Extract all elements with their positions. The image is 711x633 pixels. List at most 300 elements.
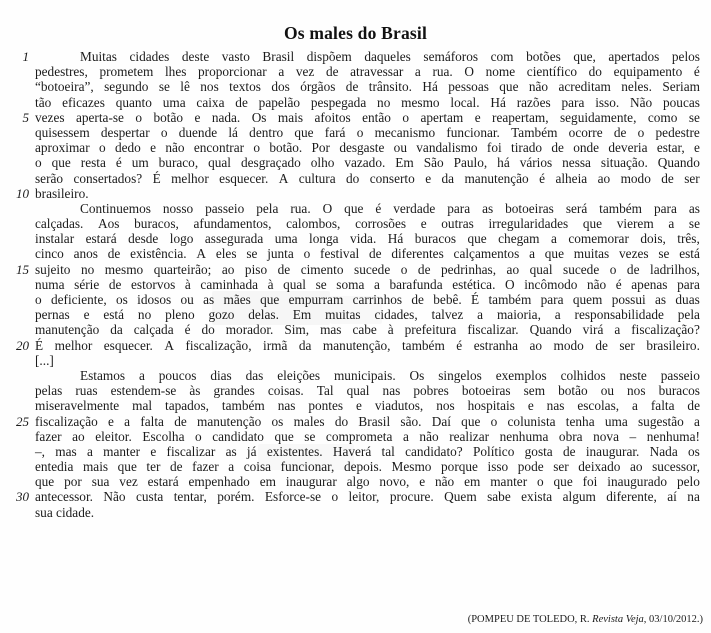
text-line — [0, 246, 711, 261]
word: comemorar — [568, 231, 629, 247]
word: que, — [573, 49, 596, 64]
word: diferente, — [606, 489, 657, 505]
source-attribution — [0, 613, 703, 627]
word: serão — [35, 170, 64, 186]
word: as — [225, 443, 237, 459]
word: foi — [486, 140, 502, 156]
word: sem — [523, 383, 546, 399]
word: neste — [619, 367, 647, 383]
text-line — [0, 383, 711, 398]
word: daqueles — [364, 49, 411, 64]
word: sucede — [563, 261, 600, 277]
word: modo — [620, 170, 651, 186]
word: ser — [553, 459, 569, 475]
word: coisa — [243, 459, 272, 475]
word: inaugurar. — [585, 443, 640, 459]
word: resta — [80, 155, 106, 171]
word: porque — [441, 459, 478, 475]
word: candidato? — [405, 443, 463, 459]
word: funcionar. — [446, 124, 500, 140]
word: e — [420, 216, 427, 232]
word: que — [260, 292, 280, 307]
word: tenha — [565, 413, 595, 429]
word: de — [170, 459, 183, 475]
word: deficiente, — [50, 292, 107, 307]
word: também — [488, 292, 532, 307]
word: Haverá — [332, 443, 372, 459]
word: pelas — [35, 383, 63, 399]
word: piso — [244, 261, 268, 277]
word: e — [150, 443, 157, 459]
word: Tal — [316, 383, 334, 399]
word: colunista — [507, 413, 556, 429]
word: isso. — [595, 94, 620, 110]
word: manter — [490, 474, 528, 490]
word: nas — [546, 398, 565, 414]
word: a — [668, 216, 675, 232]
word: sujeito — [35, 261, 71, 277]
word: porém. — [217, 489, 255, 505]
word: as — [482, 200, 494, 216]
word: as — [203, 292, 215, 307]
word: razões — [516, 94, 551, 110]
word: mais — [82, 459, 109, 475]
word: à — [184, 276, 191, 292]
word: série — [74, 276, 100, 292]
word: Paulo, — [453, 155, 488, 171]
word: empurram — [288, 292, 344, 307]
line-number: 25 — [16, 413, 29, 429]
word: fazer — [35, 428, 62, 444]
word: apenas — [631, 276, 668, 292]
word: nenhuma! — [646, 428, 700, 444]
word: da — [110, 322, 123, 338]
word: consertados? — [73, 170, 143, 186]
word: mesmo — [104, 261, 144, 277]
word: seguidamente, — [559, 109, 637, 125]
word: vários — [519, 155, 553, 171]
word: cinco — [35, 246, 64, 262]
word: de — [551, 140, 564, 156]
word: de — [411, 292, 424, 307]
word: Não — [630, 94, 653, 110]
word: irregularidades — [488, 216, 569, 232]
word: a — [529, 246, 535, 262]
word: o — [160, 124, 168, 140]
word: duende — [178, 124, 218, 140]
word: Mesmo — [391, 459, 432, 475]
word: quem — [572, 292, 603, 307]
word: fiscalização, — [185, 337, 252, 353]
word: ser — [619, 337, 635, 353]
word: O — [322, 200, 333, 216]
word: sucessor, — [652, 459, 700, 475]
word: pedestre — [655, 124, 700, 140]
word: se — [688, 216, 700, 232]
word: conserto — [369, 170, 415, 186]
word: rua. — [432, 64, 453, 80]
word: manutenção — [197, 413, 262, 429]
document-title: Os males do Brasil — [283, 22, 428, 43]
word: de — [107, 246, 121, 262]
word: a — [373, 276, 380, 292]
word: sabe — [487, 489, 511, 505]
word: e — [150, 140, 157, 156]
word: logo — [169, 231, 194, 247]
attribution-prefix: (POMPEU DE TOLEDO, R. — [467, 614, 593, 625]
word: Os — [251, 109, 267, 125]
word: em — [259, 474, 276, 490]
word: o — [356, 124, 364, 140]
word: atravessar — [350, 64, 404, 80]
word: papelão — [258, 94, 301, 110]
word: coisas. — [267, 383, 304, 399]
line-text — [35, 322, 700, 337]
line-number: 15 — [16, 261, 29, 277]
word: hospitais — [467, 398, 515, 414]
word: novo, — [379, 474, 410, 490]
word: chegam — [498, 231, 540, 247]
word: os — [688, 443, 700, 459]
word: que — [294, 124, 314, 140]
word: e — [83, 307, 90, 323]
word: mães — [223, 292, 251, 307]
line-text — [35, 353, 700, 368]
word: botão — [153, 109, 184, 125]
line-text — [35, 231, 700, 246]
text-line — [0, 307, 711, 322]
word: lá — [228, 124, 238, 140]
word: sua — [91, 474, 110, 490]
word: dedo — [114, 140, 141, 156]
word: sugestão — [638, 413, 684, 429]
word: fiscalização? — [631, 322, 700, 338]
word: científico — [526, 64, 578, 80]
text-line — [0, 171, 711, 186]
word: a — [632, 398, 638, 414]
word: deste — [181, 49, 210, 64]
document-body — [0, 49, 711, 520]
word: foi — [582, 474, 598, 490]
word: quisessem — [35, 124, 90, 140]
word: lhes — [164, 64, 187, 80]
text-line — [0, 505, 711, 520]
word: manutenção — [464, 170, 529, 186]
word: trânsito. — [368, 79, 412, 95]
word: Sim, — [284, 322, 310, 338]
word: as — [655, 292, 667, 307]
word: mas — [55, 443, 77, 459]
word: eleições — [277, 367, 321, 383]
text-line — [0, 110, 711, 125]
word: aperta-se — [75, 109, 124, 125]
word: deveria — [608, 140, 648, 156]
word: sucede — [354, 261, 391, 277]
word: mais — [277, 109, 304, 125]
word: nos — [627, 383, 646, 399]
word: se — [246, 246, 258, 262]
word: estranha — [473, 337, 518, 353]
word: se — [688, 109, 700, 125]
word: estética. — [452, 276, 496, 292]
word: os — [116, 292, 128, 307]
word: ocorre — [568, 124, 603, 140]
word: à — [387, 322, 394, 338]
word: Há — [387, 231, 404, 247]
word: de — [626, 261, 640, 277]
word: a — [278, 64, 285, 80]
word: como — [647, 109, 678, 125]
word: poucas — [663, 94, 700, 110]
word: Os — [409, 367, 425, 383]
word: ser — [684, 170, 700, 186]
word: existentes. — [266, 443, 323, 459]
word: qual — [346, 383, 370, 399]
word: nos — [200, 79, 219, 95]
word: nova — [593, 428, 619, 444]
word: candidato — [212, 428, 264, 444]
word: prometem — [99, 64, 154, 80]
line-number: 10 — [16, 185, 29, 201]
word: Brasil — [262, 49, 295, 64]
word: buracos, — [134, 216, 179, 232]
word: carrinhos — [352, 292, 403, 307]
word: Por — [311, 140, 330, 156]
word: calombos, — [286, 216, 341, 232]
line-text — [35, 489, 700, 504]
line-text — [35, 429, 700, 444]
word: melhor — [54, 337, 93, 353]
word: estorvos — [131, 276, 176, 292]
word: de — [661, 170, 674, 186]
word: a — [138, 367, 145, 383]
word: o — [35, 292, 42, 307]
word: cidades — [129, 49, 170, 64]
word: de — [417, 261, 431, 277]
word: é — [184, 322, 191, 338]
word: gosta — [524, 443, 553, 459]
word: no — [137, 307, 152, 323]
word: a — [477, 307, 484, 323]
word: de — [345, 79, 359, 95]
word: lê — [180, 79, 190, 95]
line-text — [35, 186, 700, 201]
word: caminhada — [200, 276, 259, 292]
word: uma — [604, 413, 628, 429]
text-line — [0, 49, 711, 64]
word: as — [688, 200, 700, 216]
word: É — [471, 292, 480, 307]
word: dentro — [249, 124, 284, 140]
word: e — [356, 398, 362, 414]
word: A — [196, 246, 207, 262]
word: também — [599, 200, 643, 216]
word: que — [553, 474, 573, 490]
line-number: 30 — [16, 489, 29, 505]
word: qual — [208, 155, 232, 171]
line-text — [35, 140, 700, 155]
word: passeio — [660, 367, 700, 383]
word: numa — [35, 276, 65, 292]
word: muitas — [573, 246, 610, 262]
text-line — [0, 338, 711, 353]
word: manutenção — [35, 322, 100, 338]
word: segundo — [104, 79, 149, 95]
word: despertar — [100, 124, 150, 140]
word: nas — [382, 383, 401, 399]
word: [...] — [35, 352, 54, 368]
word: do — [588, 64, 602, 80]
word: melhor — [171, 170, 209, 186]
word: são. — [400, 413, 422, 429]
word: local. — [450, 94, 480, 110]
word: – — [629, 428, 637, 444]
word: nada. — [211, 109, 241, 125]
word: idosos — [137, 292, 172, 307]
word: comprometa — [325, 428, 393, 444]
word: vazado. — [344, 155, 386, 171]
word: quarteirão; — [153, 261, 212, 277]
word: muitas — [325, 307, 361, 323]
word: esquecer. — [103, 337, 153, 353]
word: das — [245, 367, 264, 383]
word: reapertam, — [492, 109, 549, 125]
word: barafunda — [389, 276, 443, 292]
word: pedrinhas, — [441, 261, 497, 277]
word: “botoeira”, — [35, 79, 94, 95]
word: a — [402, 428, 409, 444]
line-text — [35, 474, 700, 489]
text-line — [0, 459, 711, 474]
word: mecanismo — [374, 124, 436, 140]
word: ao — [529, 337, 543, 353]
line-text — [35, 262, 700, 277]
word: para — [447, 200, 471, 216]
text-line — [0, 186, 711, 201]
word: Aos — [98, 216, 120, 232]
word: Quando — [529, 322, 572, 338]
word: inaugurado — [607, 474, 668, 490]
word: vezes — [619, 246, 649, 262]
word: ruas — [75, 383, 98, 399]
line-number: 1 — [22, 49, 29, 64]
word: falta — [650, 398, 675, 414]
word: uma — [274, 231, 298, 247]
word: exemplos — [495, 367, 547, 383]
word: e — [694, 140, 700, 156]
word: no — [377, 94, 391, 110]
word: dias — [210, 367, 232, 383]
word: a — [694, 413, 700, 429]
word: botoeiras — [505, 200, 554, 216]
word: funcionar, — [280, 459, 335, 475]
word: vierem — [616, 216, 654, 232]
text-line — [0, 414, 711, 429]
word: falta — [140, 413, 164, 429]
word: o — [98, 140, 106, 156]
word: na — [687, 489, 700, 505]
word: também — [401, 337, 445, 353]
line-text — [35, 398, 700, 413]
word: o — [490, 413, 498, 429]
word: escolas, — [577, 398, 620, 414]
word: manter — [103, 443, 141, 459]
word: se — [304, 428, 316, 444]
word: alheia — [555, 170, 588, 186]
word: botoeiras — [461, 383, 511, 399]
word: há — [497, 155, 510, 171]
word: também — [221, 398, 265, 414]
word: o — [537, 474, 544, 490]
word: Brasil — [358, 413, 391, 429]
word: qual — [529, 261, 553, 277]
word: é — [539, 170, 546, 186]
word: estará — [147, 474, 179, 490]
word: tapados, — [165, 398, 209, 414]
line-text — [35, 171, 700, 186]
text-line — [0, 444, 711, 459]
word: antecessor. — [35, 489, 93, 505]
line-text — [35, 444, 700, 459]
word: esquecer. — [219, 170, 269, 186]
word: se — [315, 276, 327, 292]
word: cimento — [300, 261, 344, 277]
text-line — [0, 155, 711, 170]
word: Em — [292, 307, 312, 323]
word: pleno — [165, 307, 195, 323]
word: o — [637, 124, 645, 140]
word: estar, — [656, 140, 685, 156]
word: o — [195, 428, 202, 444]
text-line — [0, 79, 711, 94]
word: três, — [677, 231, 700, 247]
word: festival — [320, 246, 360, 262]
word: dos — [271, 79, 290, 95]
word: rua. — [290, 200, 311, 216]
word: pobres — [413, 383, 449, 399]
word: do — [334, 413, 349, 429]
word: outras — [441, 216, 474, 232]
word: e — [419, 474, 426, 490]
word: botões — [526, 49, 561, 64]
line-text — [35, 49, 700, 64]
word: e — [108, 413, 114, 429]
word: de — [687, 398, 700, 414]
line-text — [35, 125, 700, 140]
word: que — [51, 155, 71, 171]
text-line — [0, 368, 711, 383]
word: ladrilhos, — [650, 261, 700, 277]
word: para — [561, 94, 585, 110]
word: procure. — [389, 489, 434, 505]
word: miseravelmente — [35, 398, 120, 414]
word: verdade — [393, 200, 436, 216]
word: calçada — [133, 322, 174, 338]
word: É — [152, 170, 161, 186]
word: o — [253, 140, 261, 156]
word: botão — [558, 383, 588, 399]
word: e — [425, 170, 432, 186]
word: ou — [600, 383, 614, 399]
word: apertam — [420, 109, 464, 125]
line-text — [35, 414, 700, 429]
word: tirado — [511, 140, 543, 156]
word: que — [582, 216, 603, 232]
word: tal — [381, 443, 395, 459]
word: leitor, — [348, 489, 380, 505]
word: não — [165, 140, 185, 156]
word: está — [679, 246, 700, 262]
